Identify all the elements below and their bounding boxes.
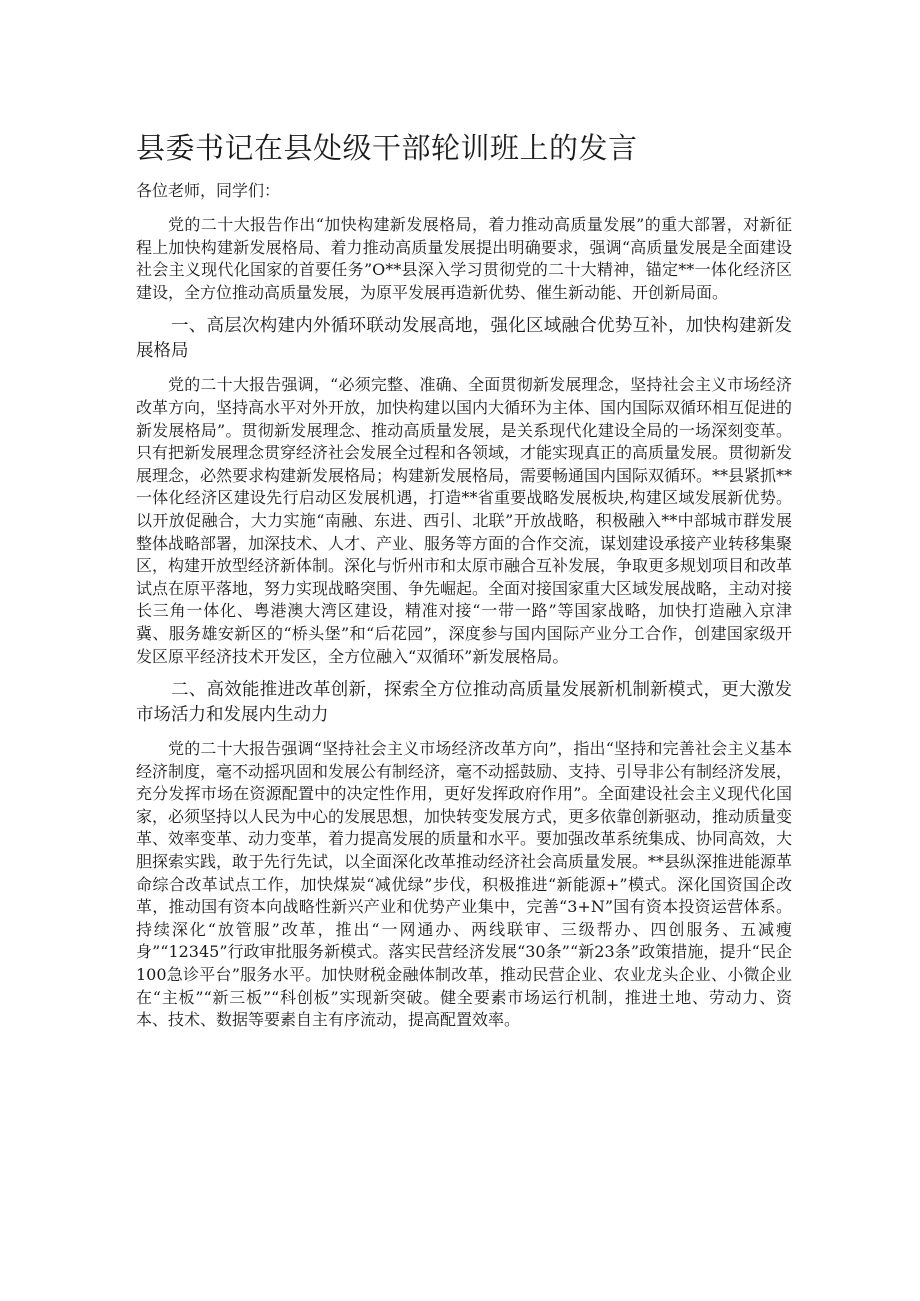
- section-heading-1: 一、高层次构建内外循环联动发展高地，强化区域融合优势互补，加快构建新发展格局: [136, 316, 792, 362]
- paragraph-intro: 党的二十大报告作出“加快构建新发展格局，着力推动高质量发展”的重大部署，对新征程上加快构建新发展格局、着力推动高质量发展提出明确要求，强调“高质量发展是全面建设社会主义现代化国家的首要任务”O**县深入学习贯彻党的二十大精神，锚定**一体化经济区建设，全方位推动高质量发展，为原平发展再造新优势、催生新动能、开创新局面。: [136, 215, 792, 302]
- salutation: 各位老师，同学们：: [136, 181, 281, 200]
- section-heading-2: 二、高效能推进改革创新，探索全方位推动高质量发展新机制新模式，更大激发市场活力和发展内生动力: [136, 680, 792, 726]
- paragraph-section-1: 党的二十大报告强调，“必须完整、准确、全面贯彻新发展理念，坚持社会主义市场经济改革方向，坚持高水平对外开放，加快构建以国内大循环为主体、国内国际双循环相互促进的新发展格局”。贯彻新发展理念、推动高质量发展，是关系现代化建设全局的一场深刻变革。只有把新发展理念贯穿经济社会发展全过程和各领域，才能实现真正的高质量发展。贯彻新发展理念，必然要求构建新发展格局；构建新发展格局，需要畅通国内国际双循环。**县紧抓**一体化经济区建设先行启动区发展机遇，打造**省重要战略发展板块,构建区域发展新优势。以开放促融合，大力实施“南融、东进、西引、北联”开放战略，积极融入**中部城市群发展整体战略部署，加深技术、人才、产业、服务等方面的合作交流，谋划建设承接产业转移集聚区，构建开放型经济新体制。深化与忻州市和太原市融合互补发展，争取更多规划项目和改革试点在原平落地，努力实现战略突围、争先崛起。全面对接国家重大区域发展战略，主动对接长三角一体化、粤港澳大湾区建设，精准对接“一带一路”等国家战略，加快打造融入京津冀、服务雄安新区的“桥头堡”和“后花园”，深度参与国内国际产业分工合作，创建国家级开发区原平经济技术开发区，全方位融入“双循环”新发展格局。: [136, 375, 793, 666]
- paragraph-section-2: 党的二十大报告强调“坚持社会主义市场经济改革方向”，指出“坚持和完善社会主义基本经济制度，毫不动摇巩固和发展公有制经济，毫不动摇鼓励、支持、引导非公有制经济发展，充分发挥市场在资源配置中的决定性作用，更好发挥政府作用”。全面建设社会主义现代化国家，必须坚持以人民为中心的发展思想，加快转变发展方式，更多依靠创新驱动，推动质量变革、效率变革、动力变革，着力提高发展的质量和水平。要加强改革系统集成、协同高效，大胆探索实践，敢于先行先试，以全面深化改革推动经济社会高质量发展。**县纵深推进能源革命综合改革试点工作，加快煤炭“减优绿”步伐，积极推进“新能源+”模式。深化国资国企改革，推动国有资本向战略性新兴产业和优势产业集中，完善“3+N”国有资本投资运营体系。持续深化“放管服”改革，推出“一网通办、两线联审、三级帮办、四创服务、五减瘦身”“12345”行政审批服务新模式。落实民营经济发展“30条”“新23条”政策措施，提升“民企100急诊平台”服务水平。加快财税金融体制改革，推动民营企业、农业龙头企业、小微企业在“主板”“新三板”“科创板”实现新突破。健全要素市场运行机制，推进土地、劳动力、资本、技术、数据等要素自主有序流动，提高配置效率。: [136, 739, 793, 1030]
- document-title: 县委书记在县处级干部轮训班上的发言: [136, 131, 638, 165]
- document-page: [136, 128, 792, 1042]
